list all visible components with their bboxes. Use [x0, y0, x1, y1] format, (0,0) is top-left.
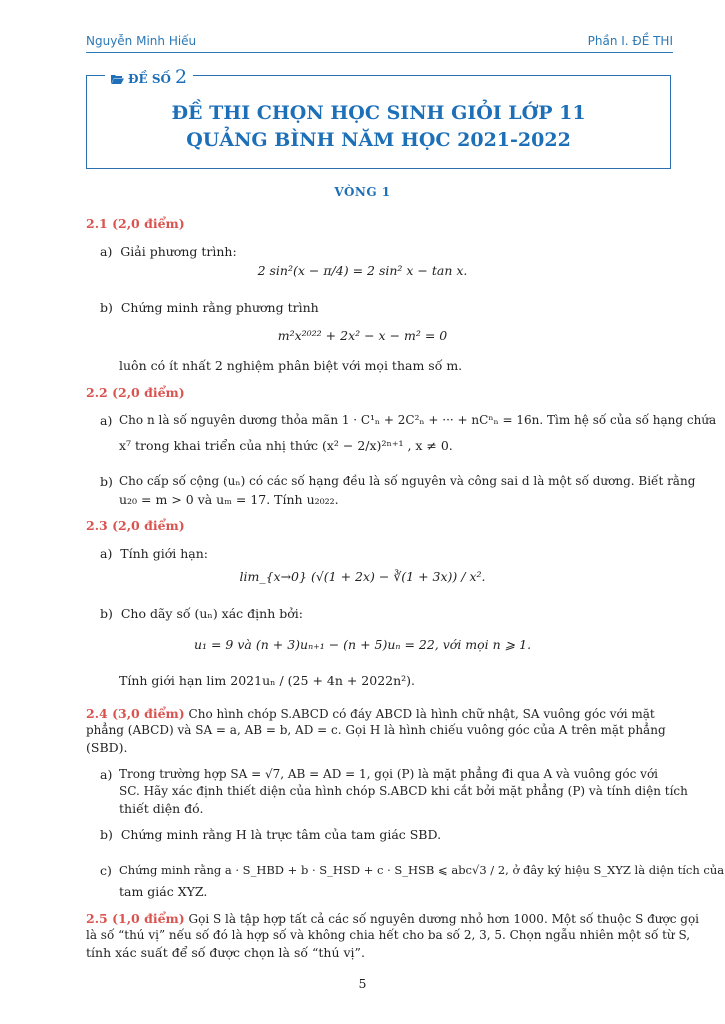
- exam-tag: [105, 66, 193, 88]
- item-text: Cho n là số nguyên dương thỏa mãn 1 · C¹ₙ + 2C²ₙ + ··· + nCⁿₙ = 16n. Tìm hệ số của số hạng chứa: [119, 413, 717, 427]
- item-label: b): [100, 474, 113, 489]
- section-2-2-heading: 2.2 (2,0 điểm): [86, 385, 185, 400]
- item-text: Cho cấp số cộng (uₙ) có các số hạng đều là số nguyên và công sai d là một số dương. Biết rằng: [119, 474, 696, 488]
- exam-title-box: [86, 66, 671, 169]
- item-text: Cho dãy số (uₙ) xác định bởi:: [120, 606, 303, 621]
- header-rule: [86, 52, 673, 53]
- item-label: a) Giải phương trình:: [100, 244, 237, 259]
- item-text: phẳng (ABCD) và SA = a, AB = b, AD = c. Gọi H là hình chiếu vuông góc của A trên mặt phẳng: [86, 723, 666, 737]
- item-text: Giải phương trình:: [120, 244, 237, 259]
- item-text: Tính giới hạn lim 2021uₙ / (25 + 4n + 2022n²).: [119, 673, 416, 688]
- item-text: tam giác XYZ.: [119, 884, 208, 899]
- item-text: là số “thú vị” nếu số đó là hợp số và không chia hết cho ba số 2, 3, 5. Chọn ngẫu nhiên một số từ S,: [86, 928, 691, 942]
- folder-open-icon: [111, 74, 124, 84]
- item-text: tính xác suất để số được chọn là số “thú vị”.: [86, 945, 365, 960]
- item-label: a): [100, 413, 113, 428]
- item-label: b) Chứng minh rằng phương trình: [100, 300, 319, 315]
- header-author: Nguyễn Minh Hiếu: [86, 34, 197, 48]
- item-text: Chứng minh rằng H là trực tâm của tam giác SBD.: [120, 827, 442, 842]
- section-2-4-heading: 2.4 (3,0 điểm): [86, 706, 185, 721]
- item-label: c): [100, 863, 112, 878]
- section-2-5-heading: 2.5 (1,0 điểm): [86, 911, 185, 926]
- item-text: (SBD).: [86, 740, 128, 755]
- item-text: Tính giới hạn:: [120, 546, 208, 561]
- section-2-3-heading: 2.3 (2,0 điểm): [86, 518, 185, 533]
- item-label: a) Tính giới hạn:: [100, 546, 208, 561]
- section-2-4-intro-line1: 2.4 (3,0 điểm) Cho hình chóp S.ABCD có đáy ABCD là hình chữ nhật, SA vuông góc với mặt: [86, 706, 655, 721]
- item-text: Trong trường hợp SA = √7, AB = AD = 1, gọi (P) là mặt phẳng đi qua A và vuông góc với: [119, 767, 659, 781]
- formula: m²x²⁰²² + 2x² − x − m² = 0: [277, 328, 448, 343]
- item-label: b) Chứng minh rằng H là trực tâm của tam giác SBD.: [100, 827, 442, 842]
- item-text: thiết diện đó.: [119, 801, 204, 816]
- exam-title: [87, 100, 670, 154]
- round-title: VÒNG 1: [334, 185, 391, 199]
- item-text: SC. Hãy xác định thiết diện của hình chóp S.ABCD khi cắt bởi mặt phẳng (P) và tính diện tích: [119, 784, 688, 798]
- item-label: b) Cho dãy số (uₙ) xác định bởi:: [100, 606, 303, 621]
- formula: 2 sin²(x − π/4) = 2 sin² x − tan x.: [257, 263, 468, 278]
- page-number: 5: [358, 976, 367, 991]
- item-text: Chứng minh rằng phương trình: [120, 300, 319, 315]
- item-label: a): [100, 767, 113, 782]
- exam-tag-label: ĐỀ SỐ: [128, 72, 171, 86]
- formula: u₁ = 9 và (n + 3)uₙ₊₁ − (n + 5)uₙ = 22, với mọi n ⩾ 1.: [193, 637, 532, 652]
- section-2-1-heading: 2.1 (2,0 điểm): [86, 216, 185, 231]
- item-text: luôn có ít nhất 2 nghiệm phân biệt với mọi tham số m.: [119, 358, 463, 373]
- section-2-5-line1: 2.5 (1,0 điểm) Gọi S là tập hợp tất cả các số nguyên dương nhỏ hơn 1000. Một số thuộc S được gọi: [86, 911, 700, 926]
- formula: lim_{x→0} (√(1 + 2x) − ∛(1 + 3x)) / x².: [239, 569, 486, 584]
- exam-number: 2: [174, 66, 188, 88]
- header-section: Phần I. ĐỀ THI: [587, 34, 673, 48]
- item-text: Chứng minh rằng a · S_HBD + b · S_HSD + c · S_HSB ⩽ abc√3 / 2, ở đây ký hiệu S_XYZ là diện tích của: [119, 863, 725, 877]
- item-text: x⁷ trong khai triển của nhị thức (x² − 2/x)²ⁿ⁺¹ , x ≠ 0.: [119, 438, 453, 453]
- exam-title-line1: ĐỀ THI CHỌN HỌC SINH GIỎI LỚP 11: [171, 102, 586, 124]
- exam-title-line2: QUẢNG BÌNH NĂM HỌC 2021-2022: [186, 129, 571, 151]
- item-text: u₂₀ = m > 0 và uₘ = 17. Tính u₂₀₂₂.: [119, 492, 339, 507]
